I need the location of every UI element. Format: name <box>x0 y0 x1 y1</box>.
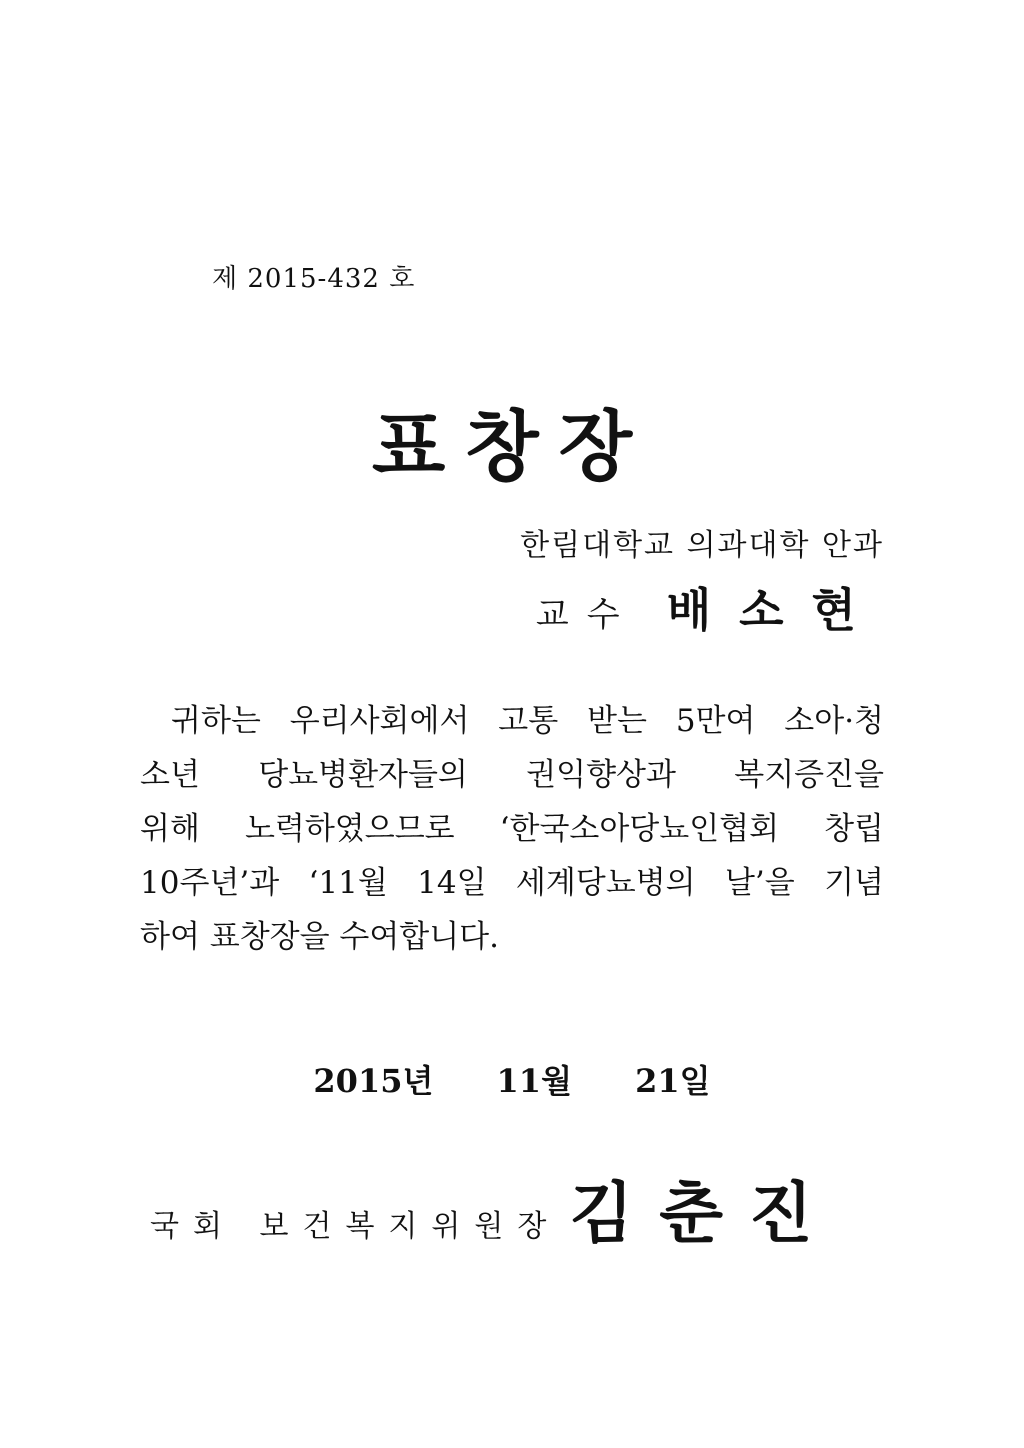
recipient <box>536 574 884 640</box>
award-date <box>0 1056 1024 1102</box>
citation-body <box>140 694 884 964</box>
issuer-title: 국회 보건복지위원장 <box>150 1209 561 1244</box>
recipient-name: 배소현 <box>666 583 884 637</box>
award-date-day: 21일 <box>635 1062 711 1100</box>
citation-line: 위해 노력하였으므로 ‘한국소아당뇨인협회 창립 <box>140 811 884 847</box>
issuer <box>150 1160 839 1255</box>
citation-line: 10주년’과 ‘11월 14일 세계당뇨병의 날’을 기념 <box>140 865 884 901</box>
citation-line: 소년 당뇨병환자들의 권익향상과 복지증진을 <box>140 757 884 793</box>
citation-line: 귀하는 우리사회에서 고통 받는 5만여 소아·청 <box>171 703 884 739</box>
citation-line: 하여 표창장을 수여합니다. <box>140 919 499 955</box>
award-date-month: 11월 <box>496 1062 572 1100</box>
document-number: 제 2015-432 호 <box>212 264 416 294</box>
certificate-title: 표창장 <box>371 402 653 491</box>
recipient-rank: 교수 <box>535 595 638 635</box>
recipient-affiliation: 한림대학교 의과대학 안과 <box>520 528 884 563</box>
issuer-name: 김춘진 <box>569 1174 839 1252</box>
award-date-year: 2015년 <box>313 1062 434 1100</box>
